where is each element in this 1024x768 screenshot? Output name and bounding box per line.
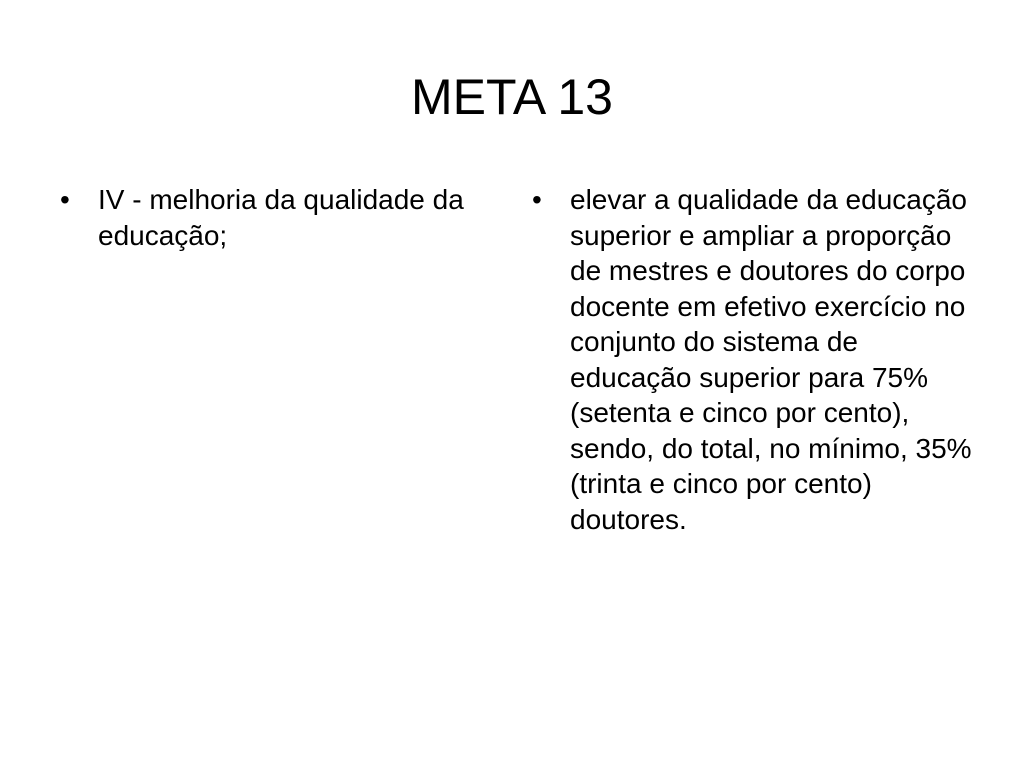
right-bullet-text: elevar a qualidade da educação superior e ampliar a proporção de mestres e doutores do corpo docente em efetivo exercício no conjunto do sistema de educação superior para 75% (setenta e cinco por cento), sendo, do total, no mínimo, 35% (trinta e cinco por cento) doutores. [570,184,972,535]
left-column [60,182,470,253]
slide-title: META 13 [411,69,613,125]
bullet-icon: • [60,184,70,215]
right-bullet-item [532,182,972,537]
bullet-icon: • [532,184,542,215]
left-bullet-text: IV - melhoria da qualidade da educação; [98,184,464,251]
right-column [532,182,972,537]
left-bullet-item [60,182,470,253]
